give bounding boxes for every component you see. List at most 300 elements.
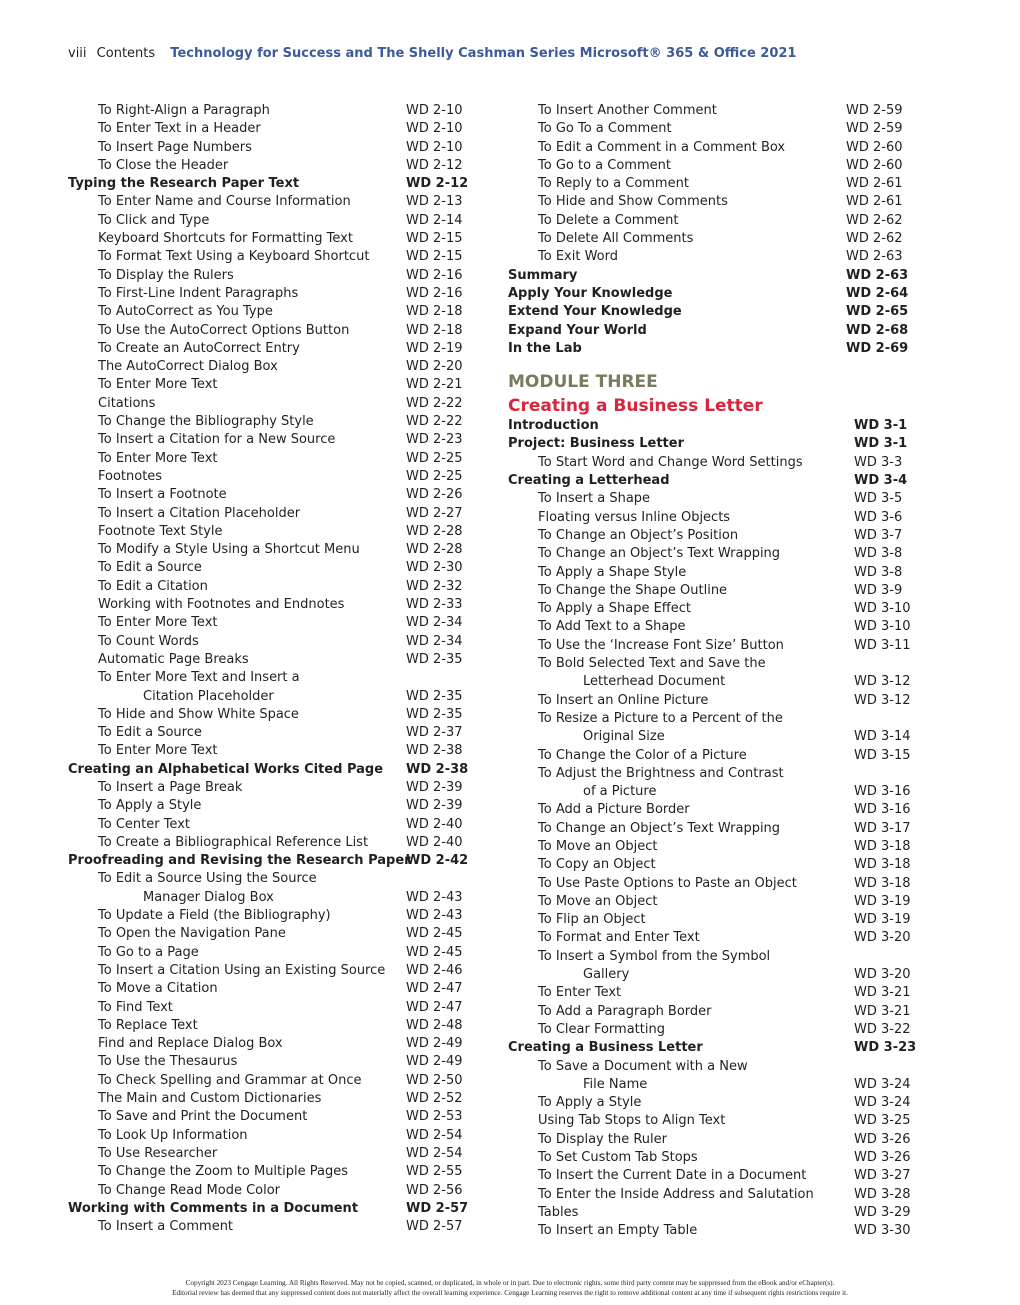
toc-entry-title: To Replace Text	[98, 1017, 198, 1033]
toc-entry	[68, 175, 469, 193]
toc-entry-page: WD 3-8	[854, 564, 903, 580]
toc-entry	[508, 472, 908, 490]
toc-entry	[508, 1186, 911, 1204]
toc-entry-page: WD 3-29	[854, 1204, 911, 1220]
toc-entry-page: WD 2-61	[846, 194, 903, 210]
toc-entry-title: Typing the Research Paper Text	[68, 176, 300, 192]
toc-entry	[68, 120, 462, 138]
toc-entry-title: To Clear Formatting	[538, 1021, 665, 1037]
toc-entry-title: Tables	[538, 1204, 579, 1220]
toc-entry-page: WD 2-54	[406, 1145, 463, 1161]
toc-entry	[68, 248, 462, 266]
toc-entry-page: WD 3-8	[854, 546, 903, 562]
toc-entry-page: WD 3-27	[854, 1168, 911, 1184]
toc-entry-title: Citation Placeholder	[143, 688, 274, 704]
toc-entry	[68, 742, 462, 760]
toc-entry	[68, 761, 469, 779]
toc-entry-page: WD 2-30	[406, 560, 463, 576]
toc-entry	[68, 230, 462, 248]
toc-entry-title: To Enter Text	[538, 985, 622, 1001]
toc-entry-title: In the Lab	[508, 340, 582, 356]
toc-entry-page: WD 2-25	[406, 450, 463, 466]
toc-entry-title: To Edit a Comment in a Comment Box	[538, 139, 786, 155]
toc-entry-page: WD 2-13	[406, 194, 463, 210]
toc-entry-page: WD 3-15	[854, 747, 911, 763]
toc-entry-page: WD 2-18	[406, 322, 463, 338]
toc-entry	[508, 267, 909, 285]
toc-entry-page: WD 3-10	[854, 619, 911, 635]
toc-entry	[68, 852, 469, 870]
toc-entry-page: WD 2-53	[406, 1109, 463, 1125]
toc-entry-title: To Start Word and Change Word Settings	[538, 454, 803, 470]
toc-entry-title: Floating versus Inline Objects	[538, 509, 731, 525]
toc-entry-title: Creating an Alphabetical Works Cited Page	[68, 761, 384, 777]
toc-entry	[508, 984, 911, 1002]
toc-entry-page: WD 2-22	[406, 414, 463, 430]
toc-entry-page: WD 2-59	[846, 103, 903, 118]
toc-entry	[68, 358, 462, 376]
copyright-line-2: Editorial review has deemed that any suppressed content does not materially affect the overall learning experience. Cengage Learning reserves the right to remove additional content at any time if subsequent rights restrictions require it.	[172, 1289, 848, 1297]
toc-entry-title: To Open the Navigation Pane	[98, 926, 286, 942]
toc-entry	[68, 980, 462, 998]
toc-entry	[508, 765, 901, 783]
toc-entry-page: WD 2-16	[406, 267, 463, 283]
toc-entry-title: To Look Up Information	[98, 1127, 248, 1143]
toc-entry	[68, 1200, 469, 1218]
toc-entry-title: To Save a Document with a New	[538, 1058, 748, 1074]
toc-entry	[68, 267, 462, 285]
toc-entry-title: To Reply to a Comment	[538, 176, 689, 192]
toc-entry-page: WD 3-11	[854, 637, 911, 653]
toc-entry-title: Apply Your Knowledge	[508, 285, 673, 301]
toc-entry-page: WD 2-39	[406, 798, 463, 814]
toc-entry-title: To Insert a Page Break	[98, 779, 243, 795]
toc-entry	[508, 673, 911, 691]
toc-entry-title: To Save and Print the Document	[98, 1109, 308, 1125]
toc-entry-page: WD 3-16	[854, 784, 911, 800]
toc-entry-page: WD 2-59	[846, 121, 903, 137]
toc-entry	[68, 669, 462, 687]
toc-entry	[508, 490, 901, 508]
toc-entry-title: To Change an Object’s Text Wrapping	[538, 546, 781, 562]
toc-entry	[508, 637, 911, 655]
toc-entry-title: Creating a Business Letter	[508, 1040, 703, 1056]
toc-entry-title: Using Tab Stops to Align Text	[538, 1113, 726, 1129]
toc-entry-page: WD 2-28	[406, 523, 463, 539]
toc-entry-title: To Adjust the Brightness and Contrast	[538, 765, 784, 781]
toc-entry-page: WD 2-20	[406, 359, 463, 375]
toc-entry-title: To Display the Rulers	[98, 267, 234, 283]
toc-entry-title: To Find Text	[98, 999, 173, 1015]
toc-entry	[508, 102, 901, 120]
toc-entry-page: WD 2-19	[406, 340, 463, 356]
toc-entry-page: WD 2-60	[846, 139, 903, 155]
toc-entry-page: WD 2-42	[406, 853, 469, 869]
toc-entry	[508, 454, 901, 472]
toc-entry-page: WD 2-50	[406, 1072, 463, 1088]
toc-entry	[508, 157, 901, 175]
toc-entry-title: To Click and Type	[98, 212, 210, 228]
toc-entry-title: To Enter More Text	[98, 743, 218, 759]
toc-entry	[68, 1127, 462, 1145]
toc-entry-title: To Go to a Page	[98, 944, 199, 960]
toc-entry	[508, 893, 911, 911]
toc-entry-page: WD 3-18	[854, 875, 911, 891]
toc-entry-page: WD 2-62	[846, 212, 903, 228]
toc-entry-page: WD 2-35	[406, 706, 463, 722]
toc-entry	[68, 1145, 462, 1163]
toc-entry-title: Find and Replace Dialog Box	[98, 1036, 283, 1052]
toc-entry	[68, 559, 462, 577]
toc-entry-page: WD 2-12	[406, 176, 469, 192]
toc-entry-title: Extend Your Knowledge	[508, 304, 682, 320]
toc-entry	[68, 468, 462, 486]
toc-entry-page: WD 3-28	[854, 1186, 911, 1202]
toc-entry-page: WD 2-60	[846, 157, 903, 173]
toc-entry	[508, 340, 909, 358]
toc-entry-page: WD 3-21	[854, 985, 911, 1001]
toc-entry-title: Proofreading and Revising the Research Paper	[68, 853, 411, 869]
toc-entry-title: Summary	[508, 267, 578, 283]
toc-entry-page: WD 2-45	[406, 944, 463, 960]
toc-entry	[68, 651, 462, 669]
toc-entry-page: WD 3-1	[854, 436, 908, 452]
toc-entry-title: To Insert Page Numbers	[98, 139, 252, 155]
toc-entry	[508, 692, 911, 710]
toc-entry-title: To Change an Object’s Position	[538, 527, 739, 543]
toc-entry-title: Automatic Page Breaks	[98, 651, 249, 667]
toc-entry-page: WD 3-20	[854, 967, 911, 983]
toc-module-two-continued	[508, 102, 909, 358]
toc-entry-page: WD 3-5	[854, 491, 903, 507]
toc-entry	[68, 1182, 462, 1200]
book-title: Technology for Success and The Shelly Cashman Series Microsoft® 365 & Office 2021	[170, 46, 797, 61]
toc-entry-title: To Insert a Comment	[98, 1219, 234, 1235]
toc-entry	[68, 193, 462, 211]
toc-entry	[68, 157, 462, 175]
toc-entry-title: To Insert a Citation for a New Source	[98, 432, 336, 448]
toc-entry	[508, 1167, 911, 1185]
toc-entry-title: To Change the Bibliography Style	[98, 414, 314, 430]
toc-entry-title: To Use the Thesaurus	[98, 1054, 238, 1070]
toc-entry-title: To Use the AutoCorrect Options Button	[98, 322, 350, 338]
toc-entry-title: To Enter the Inside Address and Salutation	[538, 1186, 814, 1202]
toc-entry-page: WD 3-18	[854, 838, 911, 854]
toc-entry	[68, 322, 462, 340]
toc-entry-page: WD 2-35	[406, 651, 463, 667]
toc-entry	[508, 435, 908, 453]
toc-entry-page: WD 3-19	[854, 893, 911, 909]
toc-entry-title: To Count Words	[98, 633, 199, 649]
toc-entry-title: To Go to a Comment	[538, 157, 671, 173]
toc-entry-page: WD 3-17	[854, 820, 911, 836]
toc-entry-page: WD 3-22	[854, 1021, 911, 1037]
toc-entry	[68, 925, 462, 943]
toc-entry-title: To Enter More Text and Insert a	[98, 670, 300, 686]
toc-entry-page: WD 2-62	[846, 231, 903, 247]
toc-entry-title: To Change the Zoom to Multiple Pages	[98, 1164, 348, 1180]
toc-entry	[508, 1003, 911, 1021]
toc-entry-title: Keyboard Shortcuts for Formatting Text	[98, 231, 353, 247]
toc-entry-page: WD 2-57	[406, 1200, 469, 1216]
toc-entry	[508, 1222, 911, 1240]
toc-entry-page: WD 2-54	[406, 1127, 463, 1143]
toc-entry-title: To Insert a Symbol from the Symbol	[538, 948, 771, 964]
toc-entry	[508, 948, 901, 966]
toc-entry-title: To Apply a Shape Style	[538, 564, 687, 580]
toc-entry-page: WD 2-65	[846, 304, 909, 320]
toc-entry	[508, 1039, 917, 1057]
toc-entry-page: WD 2-34	[406, 615, 463, 631]
toc-entry	[508, 728, 911, 746]
toc-entry	[508, 1149, 911, 1167]
toc-entry	[508, 710, 901, 728]
toc-entry-page: WD 3-3	[854, 454, 903, 470]
toc-entry-page: WD 2-23	[406, 432, 463, 448]
toc-entry-page: WD 2-18	[406, 304, 463, 320]
toc-entry	[508, 655, 901, 673]
toc-entry-title: To Change the Shape Outline	[538, 582, 728, 598]
toc-entry-page: WD 3-9	[854, 582, 903, 598]
toc-entry-page: WD 2-10	[406, 103, 463, 118]
toc-entry	[508, 856, 911, 874]
toc-entry	[508, 1204, 911, 1222]
toc-entry	[508, 212, 901, 230]
toc-entry-title: To Update a Field (the Bibliography)	[98, 908, 331, 924]
toc-entry-title: To Close the Header	[98, 157, 229, 173]
toc-entry-title: Manager Dialog Box	[143, 889, 274, 905]
toc-entry	[68, 1090, 462, 1108]
toc-entry-title: To Change the Color of a Picture	[538, 747, 747, 763]
toc-entry-title: To Insert a Citation Using an Existing Source	[98, 962, 386, 978]
toc-entry-title: To Edit a Source	[98, 725, 202, 741]
toc-entry-page: WD 2-43	[406, 889, 463, 905]
toc-entry	[68, 395, 462, 413]
toc-entry	[68, 614, 462, 632]
toc-entry-title: To Insert Another Comment	[538, 103, 717, 118]
toc-entry-page: WD 2-26	[406, 487, 463, 503]
toc-entry-page: WD 2-45	[406, 926, 463, 942]
toc-entry-page: WD 2-38	[406, 743, 463, 759]
toc-entry-title: To Format Text Using a Keyboard Shortcut	[98, 249, 370, 265]
toc-entry	[68, 1035, 462, 1053]
toc-entry-title: Working with Comments in a Document	[68, 1200, 359, 1216]
toc-entry	[68, 340, 462, 358]
toc-entry	[68, 907, 462, 925]
toc-entry	[68, 816, 462, 834]
toc-entry	[68, 1218, 462, 1236]
toc-entry-page: WD 3-26	[854, 1131, 911, 1147]
toc-entry	[508, 322, 909, 340]
toc-entry	[508, 600, 911, 618]
toc-entry	[508, 1131, 911, 1149]
toc-entry-title: Gallery	[583, 967, 630, 983]
toc-entry	[508, 801, 911, 819]
toc-entry-title: To Copy an Object	[538, 857, 656, 873]
toc-entry-page: WD 2-28	[406, 542, 463, 558]
toc-entry-page: WD 3-24	[854, 1095, 911, 1111]
toc-entry-title: Working with Footnotes and Endnotes	[98, 597, 345, 613]
toc-entry-title: To Delete a Comment	[538, 212, 679, 228]
toc-entry	[508, 285, 909, 303]
toc-entry-page: WD 3-25	[854, 1113, 911, 1129]
toc-entry	[68, 706, 462, 724]
toc-entry	[508, 820, 911, 838]
toc-entry-page: WD 3-1	[854, 418, 908, 434]
toc-entry-page: WD 2-40	[406, 834, 463, 850]
toc-entry-page: WD 2-55	[406, 1164, 463, 1180]
toc-entry-title: Letterhead Document	[583, 674, 726, 690]
module-label: MODULE THREE	[508, 372, 658, 393]
toc-entry	[508, 1112, 911, 1130]
toc-entry	[68, 450, 462, 468]
toc-entry-title: To First-Line Indent Paragraphs	[98, 285, 299, 301]
toc-entry-page: WD 3-4	[854, 473, 908, 489]
toc-entry-page: WD 2-12	[406, 157, 463, 173]
toc-entry-title: To Set Custom Tab Stops	[538, 1150, 698, 1166]
toc-entry-title: To AutoCorrect as You Type	[98, 304, 273, 320]
toc-entry	[508, 248, 901, 266]
toc-right-column	[508, 102, 917, 1241]
toc-entry-page: WD 2-22	[406, 395, 463, 411]
toc-entry-page: WD 3-6	[854, 509, 903, 525]
toc-entry	[68, 834, 462, 852]
toc-entry	[508, 747, 911, 765]
toc-entry-title: Original Size	[583, 729, 665, 745]
toc-entry-page: WD 3-10	[854, 601, 911, 617]
toc-entry	[508, 193, 901, 211]
toc-entry	[508, 509, 901, 527]
toc-entry-title: Citations	[98, 395, 156, 411]
toc-entry-page: WD 2-10	[406, 139, 463, 155]
toc-entry-page: WD 2-43	[406, 908, 463, 924]
toc-entry-title: To Check Spelling and Grammar at Once	[98, 1072, 362, 1088]
toc-entry-title: Project: Business Letter	[508, 436, 684, 452]
toc-entry-title: To Use the ‘Increase Font Size’ Button	[538, 637, 784, 653]
toc-entry	[508, 929, 911, 947]
toc-entry-page: WD 2-10	[406, 121, 463, 137]
toc-entry-page: WD 2-38	[406, 761, 469, 777]
toc-entry-page: WD 2-14	[406, 212, 463, 228]
toc-entry-page: WD 2-49	[406, 1036, 463, 1052]
toc-entry-title: To Edit a Citation	[98, 578, 208, 594]
toc-entry	[68, 376, 462, 394]
toc-entry-page: WD 3-16	[854, 802, 911, 818]
toc-entry-title: To Flip an Object	[538, 912, 646, 928]
toc-entry-title: To Apply a Style	[98, 798, 202, 814]
toc-entry-page: WD 3-18	[854, 857, 911, 873]
toc-entry-title: To Create an AutoCorrect Entry	[98, 340, 300, 356]
toc-entry-title: To Enter More Text	[98, 377, 218, 393]
toc-entry-title: To Insert a Shape	[538, 491, 651, 507]
toc-entry-page: WD 2-16	[406, 285, 463, 301]
toc-entry-title: To Apply a Shape Effect	[538, 601, 692, 617]
toc-entry	[68, 724, 462, 742]
toc-entry	[508, 230, 901, 248]
toc-entry-title: To Edit a Source Using the Source	[98, 871, 317, 887]
running-header	[68, 46, 796, 61]
toc-entry-page: WD 2-40	[406, 816, 463, 832]
toc-entry-title: File Name	[583, 1076, 648, 1092]
toc-entry-title: of a Picture	[583, 784, 657, 800]
toc-entry	[68, 578, 462, 596]
toc-entry	[68, 870, 462, 888]
toc-entry-title: To Hide and Show White Space	[98, 706, 299, 722]
toc-entry	[68, 1053, 462, 1071]
toc-entry-title: To Enter More Text	[98, 450, 218, 466]
toc-entry-title: To Enter Name and Course Information	[98, 194, 351, 210]
toc-entry-page: WD 2-52	[406, 1091, 463, 1107]
toc-entry	[68, 486, 462, 504]
toc-entry-title: Introduction	[508, 418, 599, 434]
toc-entry-page: WD 2-33	[406, 597, 463, 613]
toc-entry-page: WD 3-12	[854, 674, 911, 690]
toc-entry	[508, 1076, 911, 1094]
toc-entry-title: To Move an Object	[538, 838, 658, 854]
toc-entry-title: To Add a Paragraph Border	[538, 1003, 712, 1019]
toc-entry	[68, 688, 462, 706]
toc-entry	[508, 417, 908, 435]
toc-entry	[68, 1017, 462, 1035]
toc-entry-title: To Format and Enter Text	[538, 930, 700, 946]
toc-entry-page: WD 2-63	[846, 249, 903, 265]
toc-entry-title: To Insert a Citation Placeholder	[98, 505, 301, 521]
toc-entry	[68, 102, 462, 120]
toc-entry-page: WD 3-7	[854, 527, 903, 543]
toc-entry	[68, 1072, 462, 1090]
toc-entry-title: To Enter Text in a Header	[98, 121, 261, 137]
toc-entry	[508, 838, 911, 856]
toc-entry	[68, 889, 462, 907]
toc-entry	[508, 564, 901, 582]
toc-entry-page: WD 2-35	[406, 688, 463, 704]
toc-entry-page: WD 3-26	[854, 1150, 911, 1166]
toc-entry	[508, 1058, 901, 1076]
section-label: Contents	[96, 46, 156, 61]
toc-entry	[68, 505, 462, 523]
toc-entry-page: WD 3-19	[854, 912, 911, 928]
toc-entry	[68, 285, 462, 303]
toc-entry-title: To Apply a Style	[538, 1095, 642, 1111]
toc-entry-title: To Insert a Footnote	[98, 487, 227, 503]
toc-entry-page: WD 2-69	[846, 340, 909, 356]
toc-entry-page: WD 3-21	[854, 1003, 911, 1019]
toc-entry-page: WD 2-46	[406, 962, 463, 978]
toc-entry-page: WD 2-48	[406, 1017, 463, 1033]
toc-entry-title: To Center Text	[98, 816, 190, 832]
toc-entry-page: WD 2-15	[406, 249, 463, 265]
toc-entry	[508, 911, 911, 929]
toc-entry-title: To Right-Align a Paragraph	[98, 103, 270, 118]
toc-entry-title: Expand Your World	[508, 322, 647, 338]
toc-entry-title: To Change Read Mode Color	[98, 1182, 281, 1198]
toc-entry-title: To Modify a Style Using a Shortcut Menu	[98, 542, 360, 558]
toc-entry-title: To Go To a Comment	[538, 121, 672, 137]
toc-entry-title: To Delete All Comments	[538, 231, 694, 247]
toc-entry-title: To Insert the Current Date in a Document	[538, 1168, 807, 1184]
toc-entry-title: Footnote Text Style	[98, 523, 223, 539]
toc-entry-title: To Hide and Show Comments	[538, 194, 728, 210]
toc-entry-title: To Add a Picture Border	[538, 802, 690, 818]
toc-entry	[68, 303, 462, 321]
toc-entry-page: WD 2-25	[406, 468, 463, 484]
toc-entry	[68, 779, 462, 797]
toc-entry	[68, 413, 462, 431]
toc-entry	[68, 1163, 462, 1181]
toc-entry-title: The Main and Custom Dictionaries	[98, 1091, 322, 1107]
toc-entry	[68, 212, 462, 230]
toc-entry-page: WD 3-23	[854, 1040, 917, 1056]
